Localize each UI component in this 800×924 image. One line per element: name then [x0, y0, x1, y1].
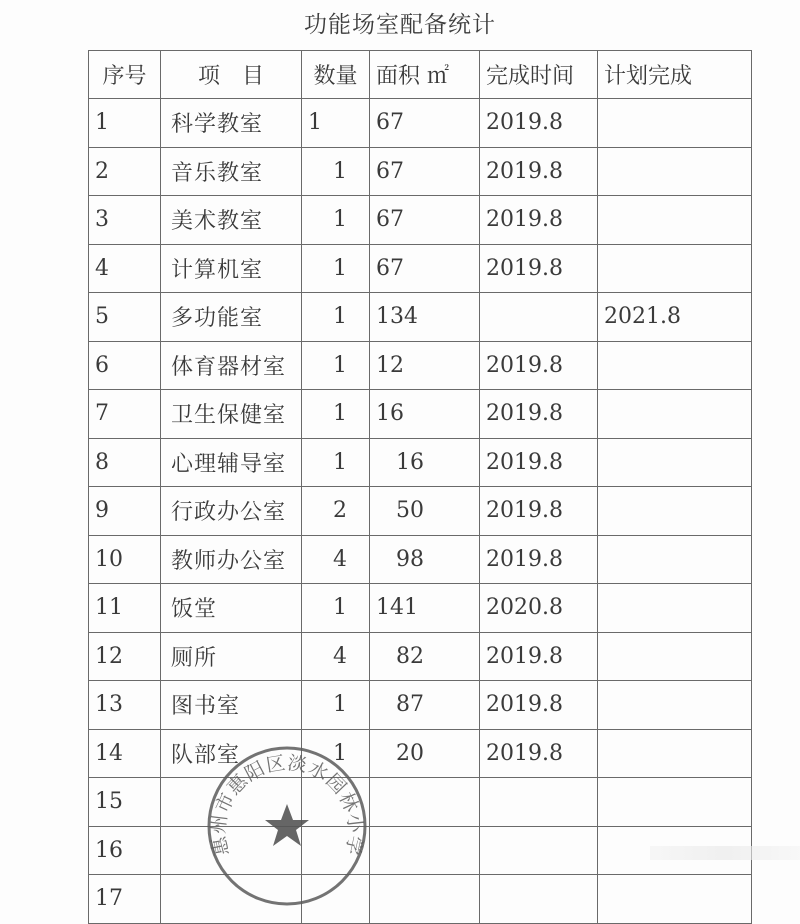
cell-plan [598, 147, 752, 196]
cell-done: 2019.8 [480, 632, 598, 681]
cell-plan [598, 875, 752, 924]
cell-area: 98 [370, 535, 480, 584]
cell-item: 美术教室 [161, 196, 302, 245]
cell-done: 2019.8 [480, 535, 598, 584]
cell-done: 2019.8 [480, 681, 598, 730]
cell-done: 2019.8 [480, 196, 598, 245]
cell-done: 2019.8 [480, 729, 598, 778]
cell-qty: 1 [302, 341, 370, 390]
cell-area: 50 [370, 487, 480, 536]
scan-artifact [650, 846, 800, 860]
cell-plan [598, 341, 752, 390]
table-row [89, 875, 752, 924]
cell-item: 计算机室 [161, 244, 302, 293]
cell-no: 15 [89, 778, 161, 827]
cell-item: 卫生保健室 [161, 390, 302, 439]
cell-plan [598, 196, 752, 245]
cell-item: 队部室 [161, 729, 302, 778]
cell-no: 6 [89, 341, 161, 390]
cell-plan [598, 778, 752, 827]
table-row [89, 632, 752, 681]
table-row [89, 147, 752, 196]
cell-done [480, 293, 598, 342]
facility-table [88, 50, 752, 924]
cell-qty: 4 [302, 632, 370, 681]
table-row [89, 196, 752, 245]
cell-item: 多功能室 [161, 293, 302, 342]
cell-qty: 2 [302, 487, 370, 536]
cell-item: 图书室 [161, 681, 302, 730]
cell-item: 厕所 [161, 632, 302, 681]
cell-no: 17 [89, 875, 161, 924]
cell-item: 行政办公室 [161, 487, 302, 536]
cell-done [480, 826, 598, 875]
cell-done: 2019.8 [480, 438, 598, 487]
cell-item [161, 778, 302, 827]
cell-area [370, 778, 480, 827]
cell-qty: 1 [302, 244, 370, 293]
table-row [89, 99, 752, 148]
cell-area: 12 [370, 341, 480, 390]
cell-no: 11 [89, 584, 161, 633]
cell-qty [302, 875, 370, 924]
cell-no: 8 [89, 438, 161, 487]
cell-no: 9 [89, 487, 161, 536]
cell-no: 4 [89, 244, 161, 293]
cell-area: 16 [370, 438, 480, 487]
cell-plan [598, 487, 752, 536]
cell-plan [598, 584, 752, 633]
cell-no: 1 [89, 99, 161, 148]
cell-no: 2 [89, 147, 161, 196]
seal-text: 惠州市惠阳区淡水园林小学 [207, 751, 367, 858]
header-row [89, 51, 752, 99]
table-row [89, 390, 752, 439]
cell-done: 2019.8 [480, 487, 598, 536]
table-row [89, 438, 752, 487]
cell-item: 教师办公室 [161, 535, 302, 584]
cell-qty: 1 [302, 438, 370, 487]
cell-done: 2019.8 [480, 244, 598, 293]
cell-plan [598, 99, 752, 148]
header-area: 面积 ㎡ [370, 51, 480, 99]
table-row [89, 535, 752, 584]
table-row [89, 487, 752, 536]
cell-qty: 1 [302, 293, 370, 342]
cell-done: 2019.8 [480, 341, 598, 390]
cell-no: 7 [89, 390, 161, 439]
cell-plan [598, 535, 752, 584]
cell-qty [302, 826, 370, 875]
cell-no: 14 [89, 729, 161, 778]
cell-area: 67 [370, 99, 480, 148]
cell-plan [598, 244, 752, 293]
cell-item: 心理辅导室 [161, 438, 302, 487]
cell-area: 67 [370, 244, 480, 293]
cell-plan [598, 632, 752, 681]
cell-item: 体育器材室 [161, 341, 302, 390]
cell-qty: 1 [302, 584, 370, 633]
cell-plan [598, 390, 752, 439]
cell-area [370, 875, 480, 924]
cell-done: 2019.8 [480, 147, 598, 196]
cell-no: 5 [89, 293, 161, 342]
cell-qty: 1 [302, 99, 370, 148]
cell-qty [302, 778, 370, 827]
cell-qty: 1 [302, 196, 370, 245]
cell-qty: 1 [302, 729, 370, 778]
cell-plan [598, 438, 752, 487]
cell-item: 饭堂 [161, 584, 302, 633]
cell-qty: 1 [302, 147, 370, 196]
cell-done [480, 778, 598, 827]
table-row [89, 778, 752, 827]
cell-item [161, 875, 302, 924]
cell-area: 20 [370, 729, 480, 778]
table-row [89, 341, 752, 390]
cell-area: 16 [370, 390, 480, 439]
cell-no: 16 [89, 826, 161, 875]
cell-done: 2019.8 [480, 390, 598, 439]
cell-no: 10 [89, 535, 161, 584]
cell-item: 科学教室 [161, 99, 302, 148]
cell-area: 141 [370, 584, 480, 633]
page-title: 功能场室配备统计 [304, 12, 496, 38]
cell-qty: 4 [302, 535, 370, 584]
cell-qty: 1 [302, 681, 370, 730]
header-item: 项 目 [161, 51, 302, 99]
header-plan: 计划完成 [598, 51, 752, 99]
cell-area: 134 [370, 293, 480, 342]
cell-plan: 2021.8 [598, 293, 752, 342]
cell-item [161, 826, 302, 875]
cell-area: 67 [370, 147, 480, 196]
table-row [89, 729, 752, 778]
cell-area: 82 [370, 632, 480, 681]
table-row [89, 681, 752, 730]
cell-area [370, 826, 480, 875]
cell-no: 13 [89, 681, 161, 730]
table-row [89, 293, 752, 342]
cell-plan [598, 681, 752, 730]
header-done: 完成时间 [480, 51, 598, 99]
cell-done: 2019.8 [480, 99, 598, 148]
cell-item: 音乐教室 [161, 147, 302, 196]
cell-area: 87 [370, 681, 480, 730]
header-qty: 数量 [302, 51, 370, 99]
cell-done: 2020.8 [480, 584, 598, 633]
cell-qty: 1 [302, 390, 370, 439]
header-no: 序号 [89, 51, 161, 99]
cell-done [480, 875, 598, 924]
cell-no: 12 [89, 632, 161, 681]
table-row [89, 244, 752, 293]
cell-area: 67 [370, 196, 480, 245]
cell-plan [598, 729, 752, 778]
cell-no: 3 [89, 196, 161, 245]
table-row [89, 584, 752, 633]
